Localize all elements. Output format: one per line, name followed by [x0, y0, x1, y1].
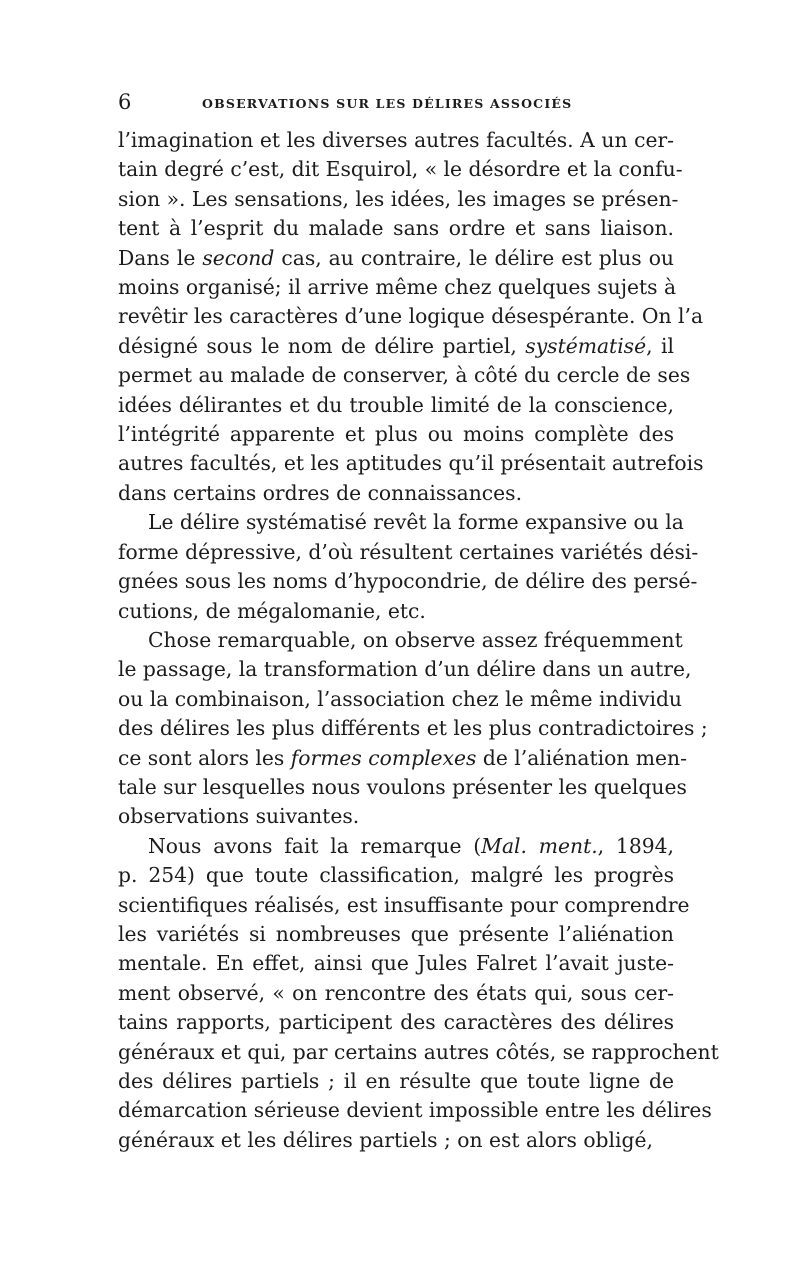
text-line: Chose remarquable, on observe assez fréquemment [148, 627, 683, 652]
text-line: p. 254) que toute classification, malgré les progrès [118, 863, 674, 888]
body-text [118, 126, 719, 1155]
text-line: généraux et qui, par certains autres côtés, se rapprochent [118, 1039, 719, 1064]
italic-term: formes complexes [290, 745, 477, 770]
text-line: revêtir les caractères d’une logique désespérante. On l’a [118, 304, 704, 329]
page-number: 6 [118, 90, 132, 114]
text-line: généraux et les délires partiels ; on est alors obligé, [118, 1127, 653, 1152]
text-line: Le délire systématisé revêt la forme expansive ou la [148, 510, 684, 535]
italic-term: second [202, 245, 275, 270]
text-line: ment observé, « on rencontre des états qui, sous cer- [118, 980, 674, 1005]
text-line: moins organisé; il arrive même chez quelques sujets à [118, 275, 677, 300]
text-line: autres facultés, et les aptitudes qu’il présentait autrefois [118, 451, 704, 476]
text-line: gnées sous les noms d’hypocondrie, de délire des persé- [118, 569, 698, 594]
text-line: Dans le second cas, au contraire, le délire est plus ou [118, 245, 674, 270]
italic-term: Mal. ment. [481, 833, 598, 858]
book-page [118, 88, 719, 1155]
running-title: OBSERVATIONS SUR LES DÉLIRES ASSOCIÉS [202, 96, 573, 111]
text-line: observations suivantes. [118, 804, 360, 829]
text-line: ce sont alors les formes complexes de l’aliénation men- [118, 745, 687, 770]
text-line: les variétés si nombreuses que présente l’aliénation [118, 921, 674, 946]
text-line: sion ». Les sensations, les idées, les images se présen- [118, 186, 679, 211]
text-line: mentale. En effet, ainsi que Jules Falret l’avait juste- [118, 951, 674, 976]
text-line: cutions, de mégalomanie, etc. [118, 598, 426, 623]
text-line: scientifiques réalisés, est insuffisante pour comprendre [118, 892, 690, 917]
text-line: l’imagination et les diverses autres facultés. A un cer- [118, 128, 674, 152]
text-line: démarcation sérieuse devient impossible entre les délires [118, 1098, 712, 1123]
text-line: tain degré c’est, dit Esquirol, « le désordre et la confu- [118, 157, 683, 182]
text-line: tent à l’esprit du malade sans ordre et sans liaison. [118, 216, 674, 241]
text-line: le passage, la transformation d’un délire dans un autre, [118, 657, 692, 682]
text-line: des délires partiels ; il en résulte que toute ligne de [118, 1069, 674, 1093]
running-head [118, 88, 674, 118]
text-line: désigné sous le nom de délire partiel, systématisé, il [118, 333, 674, 358]
text-line: tale sur lesquelles nous voulons présenter les quelques [118, 774, 687, 799]
text-line: dans certains ordres de connaissances. [118, 480, 523, 505]
italic-term: systématisé [525, 333, 647, 358]
text-line: permet au malade de conserver, à côté du cercle de ses [118, 363, 691, 388]
text-line: des délires les plus différents et les plus contradictoires ; [118, 716, 708, 741]
paragraph-4 [118, 832, 719, 1155]
text-line: ou la combinaison, l’association chez le même individu [118, 686, 682, 711]
paragraph-1 [118, 126, 704, 508]
text-line: idées délirantes et du trouble limité de la conscience, [118, 392, 674, 417]
paragraph-2 [118, 508, 699, 626]
text-line: tains rapports, participent des caractères des délires [118, 1010, 674, 1035]
text-line: forme dépressive, d’où résultent certaines variétés dési- [118, 539, 699, 564]
text-line: Nous avons fait la remarque (Mal. ment., 1894, [148, 833, 674, 858]
text-line: l’intégrité apparente et plus ou moins complète des [118, 422, 674, 447]
paragraph-3 [118, 626, 708, 832]
